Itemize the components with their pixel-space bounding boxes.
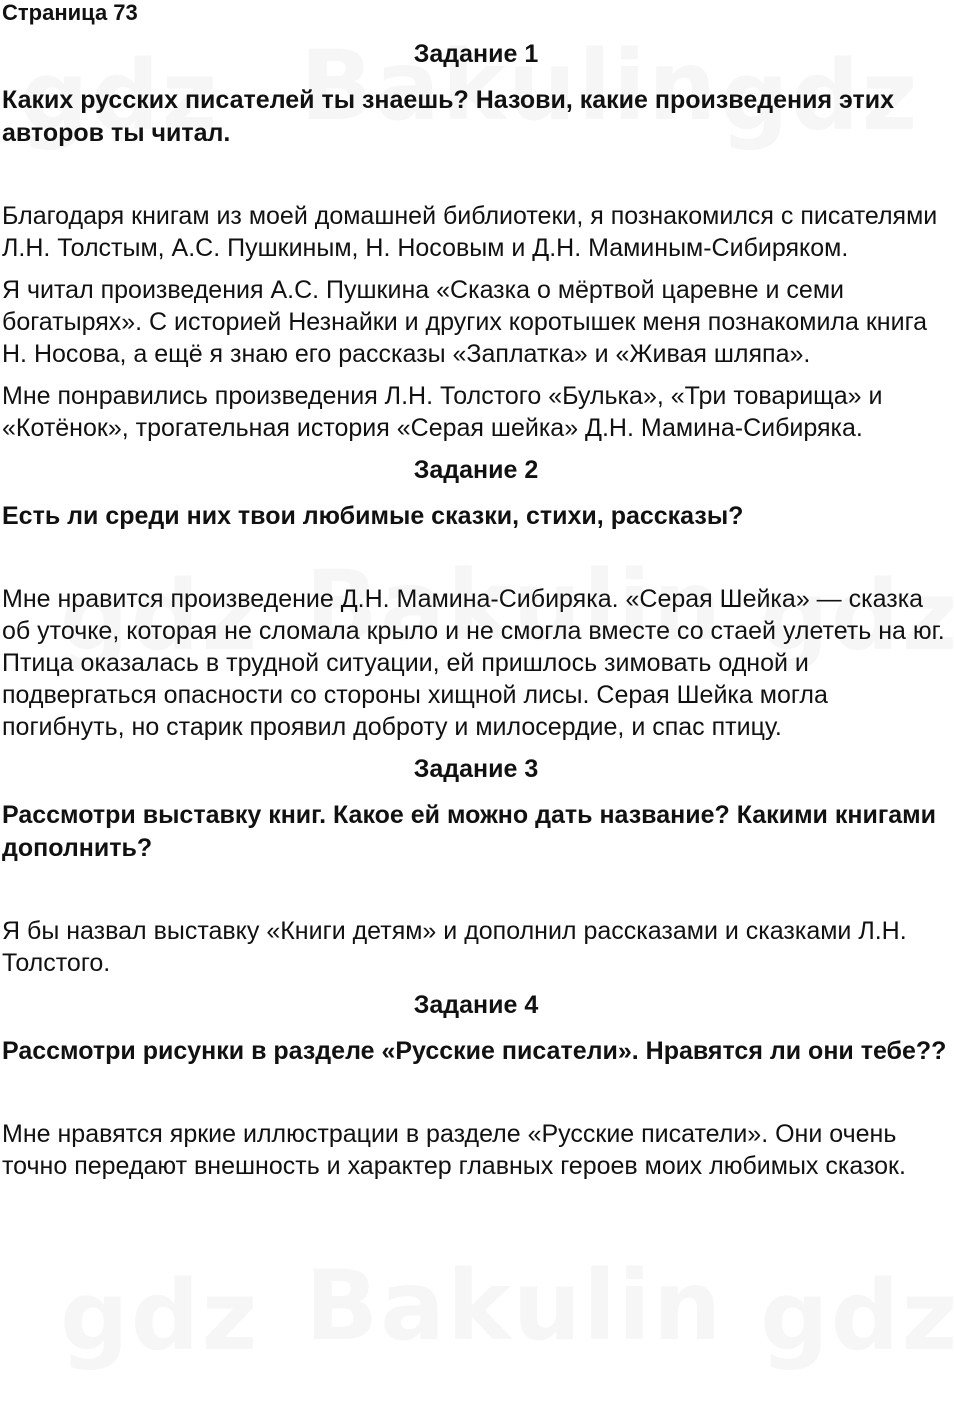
task-4 [2, 989, 950, 1182]
task-answer [2, 583, 950, 743]
task-3 [2, 753, 950, 979]
answer-paragraph: Мне понравились произведения Л.Н. Толстого «Булька», «Три товарища» и «Котёнок», трогательная история «Серая шейка» Д.Н. Мамина-Сибиряка. [2, 382, 883, 442]
answer-paragraph: Я читал произведения А.С. Пушкина «Сказка о мёртвой царевне и семи богатырях». С историей Незнайки и других коротышек меня познакомила книга Н. Носова, а ещё я знаю его рассказы «Заплатка» и «Живая шляпа». [2, 276, 928, 368]
task-title: Задание 2 [413, 456, 539, 484]
answer-paragraph: Я бы назвал выставку «Книги детям» и дополнил рассказами и сказками Л.Н. Толстого. [2, 917, 907, 977]
answer-paragraph: Мне нравятся яркие иллюстрации в разделе «Русские писатели». Они очень точно передают внешность и характер главных героев моих любимых сказок. [2, 1120, 906, 1180]
task-title: Задание 1 [413, 40, 539, 68]
task-answer [2, 200, 950, 444]
watermark-site [60, 1260, 259, 1372]
answer-paragraph: Благодаря книгам из моей домашней библиотеки, я познакомился с писателями Л.Н. Толстым, А.С. Пушкиным, Н. Носовым и Д.Н. Маминым-Сибиряком. [2, 202, 938, 262]
watermark-brand [305, 1250, 723, 1362]
task-question: Рассмотри рисунки в разделе «Русские писатели». Нравятся ли они тебе?? [2, 1037, 947, 1065]
page-number: Страница 73 [2, 0, 138, 25]
task-answer [2, 915, 950, 979]
answer-paragraph: Мне нравится произведение Д.Н. Мамина-Сибиряка. «Серая Шейка» — сказка об уточке, которая не сломала крыло и не смогла вместе со стаей улететь на юг. Птица оказалась в трудной ситуации, ей пришлось зимовать одной и подвергаться опасности со стороны хищной лисы. Серая Шейка могла погибнуть, но старик проявил доброту и милосердие, и спас птицу. [2, 585, 945, 741]
task-answer [2, 1118, 950, 1182]
document-body [2, 38, 950, 1192]
task-title: Задание 4 [413, 991, 539, 1019]
task-question: Рассмотри выставку книг. Какое ей можно дать название? Какими книгами дополнить? [2, 801, 937, 862]
task-question: Есть ли среди них твои любимые сказки, стихи, рассказы? [2, 502, 744, 530]
task-2 [2, 454, 950, 743]
task-question: Каких русских писателей ты знаешь? Назови, какие произведения этих авторов ты читал. [2, 86, 895, 147]
task-title: Задание 3 [413, 755, 539, 783]
watermark-site [760, 1260, 954, 1372]
task-1 [2, 38, 950, 444]
